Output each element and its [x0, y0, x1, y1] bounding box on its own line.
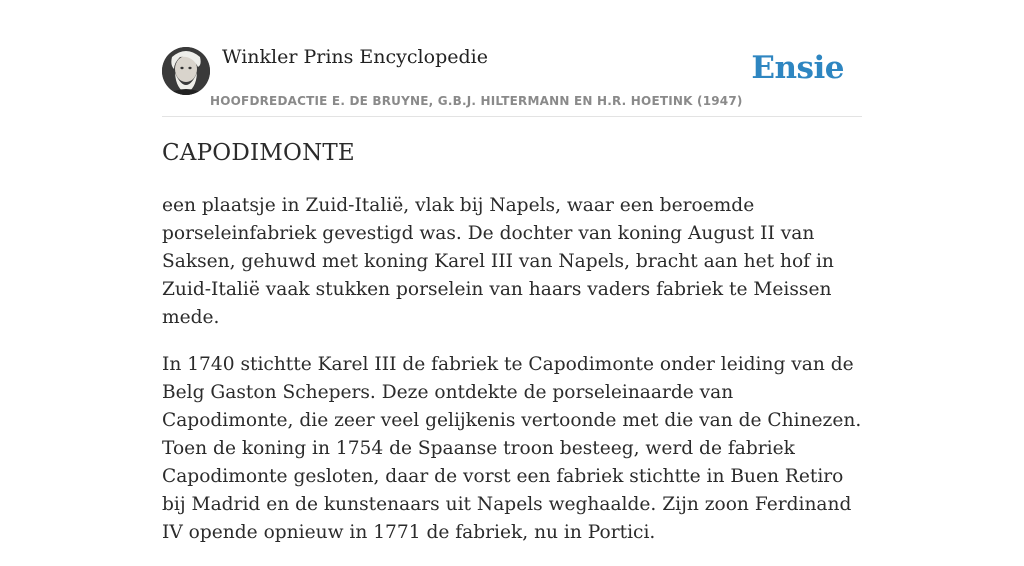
- article-body: [162, 192, 862, 566]
- editorial-credits: HOOFDREDACTIE E. DE BRUYNE, G.B.J. HILTERMANN EN H.R. HOETINK (1947): [210, 94, 743, 108]
- ensie-logo[interactable]: Ensie: [751, 50, 844, 86]
- article-title: CAPODIMONTE: [162, 140, 355, 166]
- article-paragraph: een plaatsje in Zuid-Italië, vlak bij Napels, waar een beroemde porseleinfabriek gevestigd was. De dochter van koning August II van Saksen, gehuwd met koning Karel III van Napels, bracht aan het hof in Zuid-Italië vaak stukken porselein van haars vaders fabriek te Meissen mede.: [162, 195, 834, 328]
- author-avatar: [162, 47, 210, 95]
- site-title[interactable]: Winkler Prins Encyclopedie: [222, 46, 488, 68]
- portrait-image: [162, 47, 210, 95]
- article-paragraph: In 1740 stichtte Karel III de fabriek te Capodimonte onder leiding van de Belg Gaston Schepers. Deze ontdekte de porseleinaarde van Capodimonte, die zeer veel gelijkenis vertoonde met die van de Chinezen. Toen de koning in 1754 de Spaanse troon besteeg, werd de fabriek Capodimonte gesloten, daar de vorst een fabriek stichtte in Buen Retiro bij Madrid en de kunstenaars uit Napels weghaalde. Zijn zoon Ferdinand IV opende opnieuw in 1771 de fabriek, nu in Portici.: [162, 354, 862, 543]
- site-header: [162, 44, 862, 117]
